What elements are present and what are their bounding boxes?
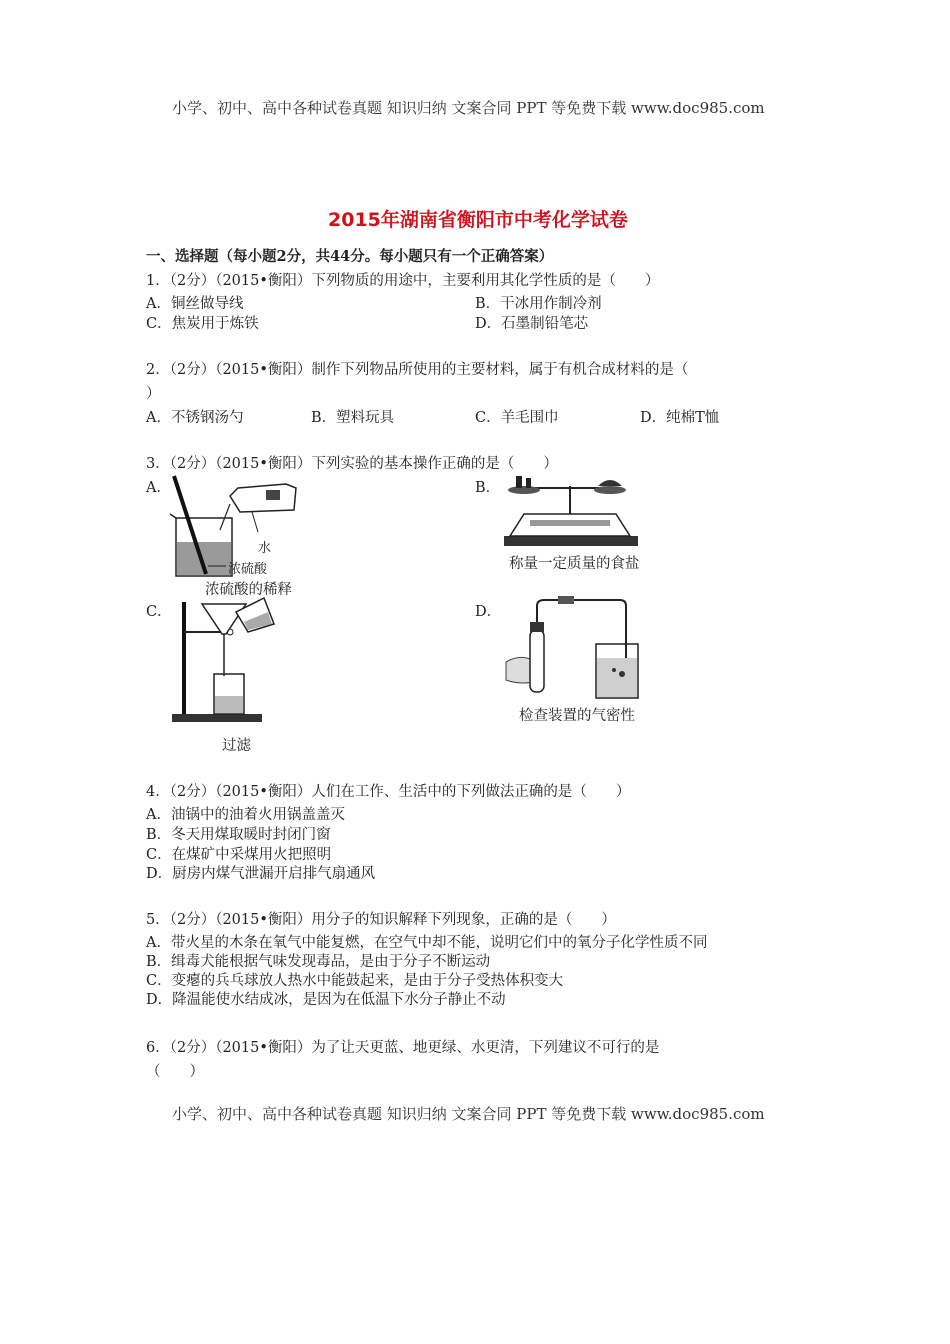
question-2-option-d: D．纯棉T恤 (640, 410, 720, 426)
question-2-option-b: B．塑料玩具 (311, 410, 395, 426)
question-3-label-d: D． (475, 604, 502, 620)
question-2-option-c: C．羊毛围巾 (475, 410, 559, 426)
question-2-option-a: A．不锈钢汤勺 (146, 410, 244, 426)
figure-a-acid-label: 浓硫酸 (228, 562, 268, 577)
question-3-label-c: C． (146, 604, 172, 620)
question-4-option-a: A．油锅中的油着火用锅盖盖灭 (146, 807, 345, 823)
question-5-option-d: D．降温能使水结成冰，是因为在低温下水分子静止不动 (146, 992, 506, 1008)
figure-a-water-label: 水 (258, 541, 272, 556)
question-1-option-d: D．石墨制铅笔芯 (475, 316, 589, 332)
question-6-stem-cont: （ ） (146, 1064, 204, 1080)
question-1-option-a: A．铜丝做导线 (146, 296, 244, 312)
question-5-option-b: B．缉毒犬能根据气味发现毒品，是由于分子不断运动 (146, 954, 491, 970)
question-3-label-a: A． (146, 480, 171, 496)
question-1-stem: 1．（2分）（2015•衡阳）下列物质的用途中，主要利用其化学性质的是（ ） (146, 273, 660, 289)
question-4-stem: 4．（2分）（2015•衡阳）人们在工作、生活中的下列做法正确的是（ ） (146, 784, 631, 800)
question-4-option-b: B．冬天用煤取暖时封闭门窗 (146, 827, 331, 843)
figure-a-caption: 浓硫酸的稀释 (205, 582, 292, 598)
question-3-label-b: B． (475, 480, 501, 496)
question-1-option-c: C．焦炭用于炼铁 (146, 316, 259, 332)
figure-filtration (168, 598, 288, 728)
question-4-option-c: C．在煤矿中采煤用火把照明 (146, 847, 332, 863)
question-5-option-c: C．变瘪的兵乓球放人热水中能鼓起来，是由于分子受热体积变大 (146, 973, 564, 989)
section-heading: 一、选择题（每小题2分，共44分。每小题只有一个正确答案） (146, 248, 554, 265)
question-2-stem: 2．（2分）（2015•衡阳）制作下列物品所使用的主要材料，属于有机合成材料的是（ (146, 362, 689, 378)
figure-c-caption: 过滤 (222, 738, 251, 754)
figure-d-caption: 检查装置的气密性 (519, 708, 635, 724)
page-footer: 小学、初中、高中各种试卷真题 知识归纳 文案合同 PPT 等免费下载 www.doc985.com (172, 1105, 765, 1123)
question-5-option-a: A．带火星的木条在氧气中能复燃，在空气中却不能，说明它们中的氧分子化学性质不同 (146, 935, 708, 951)
figure-balance (500, 470, 640, 550)
figure-airtightness (502, 596, 642, 706)
question-2-stem-cont: ） (146, 386, 161, 402)
question-1-option-b: B．干冰用作制冷剂 (475, 296, 602, 312)
question-5-stem: 5．（2分）（2015•衡阳）用分子的知识解释下列现象，正确的是（ ） (146, 912, 616, 928)
page-title: 2015年湖南省衡阳市中考化学试卷 (328, 209, 628, 231)
question-6-stem: 6．（2分）（2015•衡阳）为了让天更蓝、地更绿、水更清，下列建议不可行的是 (146, 1040, 660, 1056)
figure-b-caption: 称量一定质量的食盐 (509, 556, 640, 572)
question-3-stem: 3．（2分）（2015•衡阳）下列实验的基本操作正确的是（ ） (146, 456, 558, 472)
question-4-option-d: D．厨房内煤气泄漏开启排气扇通风 (146, 866, 376, 882)
page-header: 小学、初中、高中各种试卷真题 知识归纳 文案合同 PPT 等免费下载 www.doc985.com (172, 99, 765, 117)
